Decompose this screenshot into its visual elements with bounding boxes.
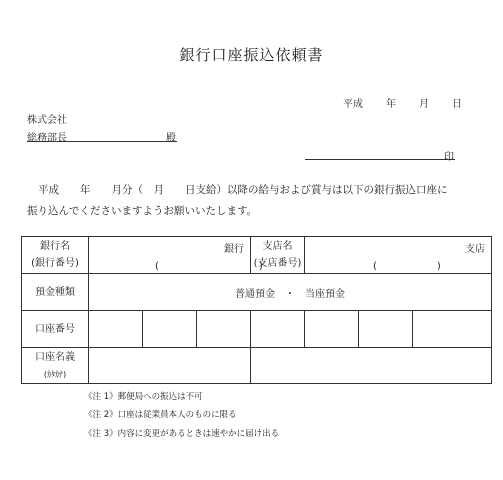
deposit-type-value[interactable]: 普通預金 ・ 当座預金 (89, 274, 492, 311)
bank-suffix: 銀行 (224, 244, 245, 255)
bank-code-label: (銀行番号) (31, 258, 79, 269)
account-digit-box[interactable] (89, 311, 143, 348)
branch-name-label: 支店名 (262, 241, 293, 252)
account-name-input[interactable] (89, 348, 251, 384)
date-day: 日 (452, 99, 462, 110)
deposit-type-label: 預金種類 (22, 274, 89, 311)
bank-name-label: 銀行名 (40, 241, 70, 252)
bank-row (22, 237, 492, 274)
account-name-input-2[interactable] (251, 348, 492, 384)
account-digit-box[interactable] (413, 311, 492, 348)
request-text-line1: 平成 年 月分（ 月 日支給）以降の給与および賞与は以下の銀行振込口座に (38, 184, 448, 196)
account-digit-box[interactable] (197, 311, 251, 348)
branch-code-label: (支店番号) (253, 258, 302, 269)
account-number-label: 口座番号 (22, 311, 89, 348)
seal-mark: 印 (444, 152, 454, 163)
document-title: 銀行口座振込依頼書 (179, 46, 324, 64)
recipient-dept: 総務部長 (27, 133, 67, 144)
note-2: 《注 2》口座は従業員本人のものに限る (84, 410, 237, 420)
deposit-type-row (22, 274, 492, 311)
note-1: 《注 1》郵便局への振込は不可 (84, 392, 203, 402)
request-text-line2: 振り込んでくださいますようお願いいたします。 (27, 205, 258, 217)
account-name-label: 口座名義 (35, 351, 75, 363)
recipient-underline (27, 141, 177, 142)
date-era: 平成 (343, 99, 363, 110)
recipient-honorific: 殿 (166, 133, 176, 144)
transfer-form-table (21, 236, 492, 384)
account-name-row (22, 348, 492, 384)
company-name: 株式会社 (27, 115, 67, 126)
branch-suffix: 支店 (465, 244, 486, 255)
date-month: 月 (419, 99, 429, 110)
branch-input-cell[interactable] (305, 237, 492, 274)
bank-code-paren: ( ) (155, 261, 263, 272)
account-number-row (22, 311, 492, 348)
bank-label-cell (22, 237, 89, 274)
account-digit-box[interactable] (305, 311, 359, 348)
account-name-label-cell (22, 348, 89, 384)
account-digit-box[interactable] (251, 311, 305, 348)
bank-input-cell[interactable] (89, 237, 263, 274)
signature-underline (305, 159, 455, 160)
account-name-kana-label: (ｶﾀｶﾅ) (43, 369, 67, 379)
branch-code-paren: ( ) (373, 261, 441, 272)
date-year: 年 (386, 99, 396, 110)
account-digit-box[interactable] (359, 311, 413, 348)
account-digit-box[interactable] (143, 311, 197, 348)
note-3: 《注 3》内容に変更があるときは速やかに届け出る (84, 429, 280, 439)
